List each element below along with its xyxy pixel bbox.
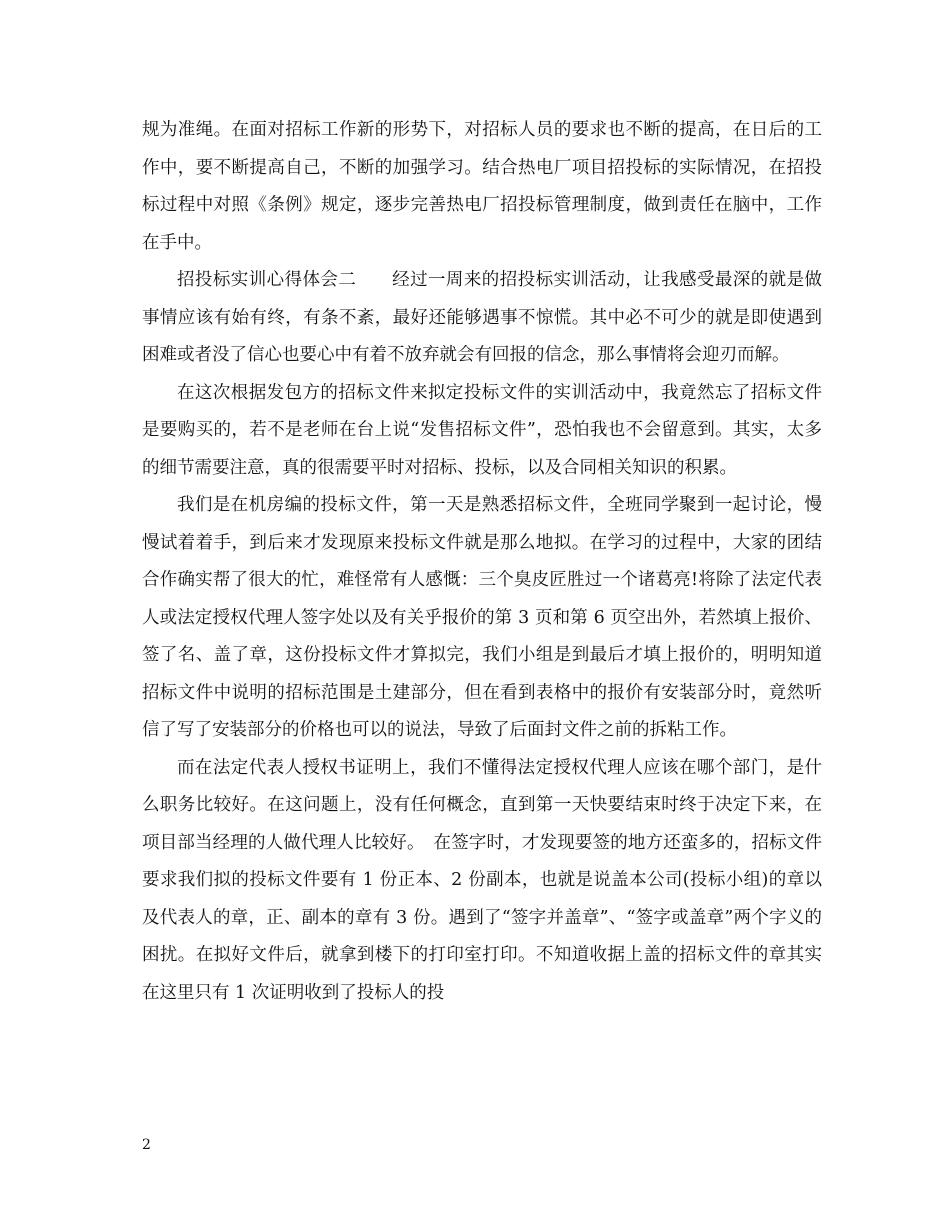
document-body <box>142 112 822 1012</box>
paragraph-2: 招投标实训心得体会二 经过一周来的招投标实训活动，让我感受最深的就是做事情应该有始有终，有条不紊，最好还能够遇事不惊慌。其中必不可少的就是即使遇到困难或者没了信心也要心中有着不放弃就会有回报的信念，那么事情将会迎刃而解。 <box>142 270 822 365</box>
paragraph-5: 而在法定代表人授权书证明上，我们不懂得法定授权代理人应该在哪个部门，是什么职务比较好。在这问题上，没有任何概念，直到第一天快要结束时终于决定下来，在项目部当经理的人做代理人比较好。 在签字时，才发现要签的地方还蛮多的，招标文件要求我们拟的投标文件要有 1 份正本、2 份副本，也就是说盖本公司(投标小组)的章以及代表人的章，正、副本的章有 3 份。遇到了“签字并盖章”、“签字或盖章”两个字义的困扰。在拟好文件后，就拿到楼下的打印室打印。不知道收据上盖的招标文件的章其实在这里只有 1 次证明收到了投标人的投 <box>142 757 822 1003</box>
paragraph-1: 规为准绳。在面对招标工作新的形势下，对招标人员的要求也不断的提高，在日后的工作中，要不断提高自己，不断的加强学习。结合热电厂项目招投标的实际情况，在招投标过程中对照《条例》规定，逐步完善热电厂招投标管理制度，做到责任在脑中，工作在手中。 <box>142 120 822 253</box>
paragraph-3: 在这次根据发包方的招标文件来拟定投标文件的实训活动中，我竟然忘了招标文件是要购买的，若不是老师在台上说“发售招标文件”，恐怕我也不会留意到。其实，太多的细节需要注意，真的很需要平时对招标、投标，以及合同相关知识的积累。 <box>142 382 822 478</box>
paragraph-4: 我们是在机房编的投标文件，第一天是熟悉招标文件，全班同学聚到一起讨论，慢慢试着着手，到后来才发现原来投标文件就是那么地拟。在学习的过程中，大家的团结合作确实帮了很大的忙，难怪常有人感慨：三个臭皮匠胜过一个诸葛亮!将除了法定代表人或法定授权代理人签字处以及有关乎报价的第 3 页和第 6 页空出外，若然填上报价、签了名、盖了章，这份投标文件才算拟完，我们小组是到最后才填上报价的，明明知道招标文件中说明的招标范围是土建部分，但在看到表格中的报价有安装部分时，竟然听信了写了安装部分的价格也可以的说法，导致了后面封文件之前的拆粘工作。 <box>142 495 822 740</box>
page-number: 2 <box>142 1137 151 1153</box>
